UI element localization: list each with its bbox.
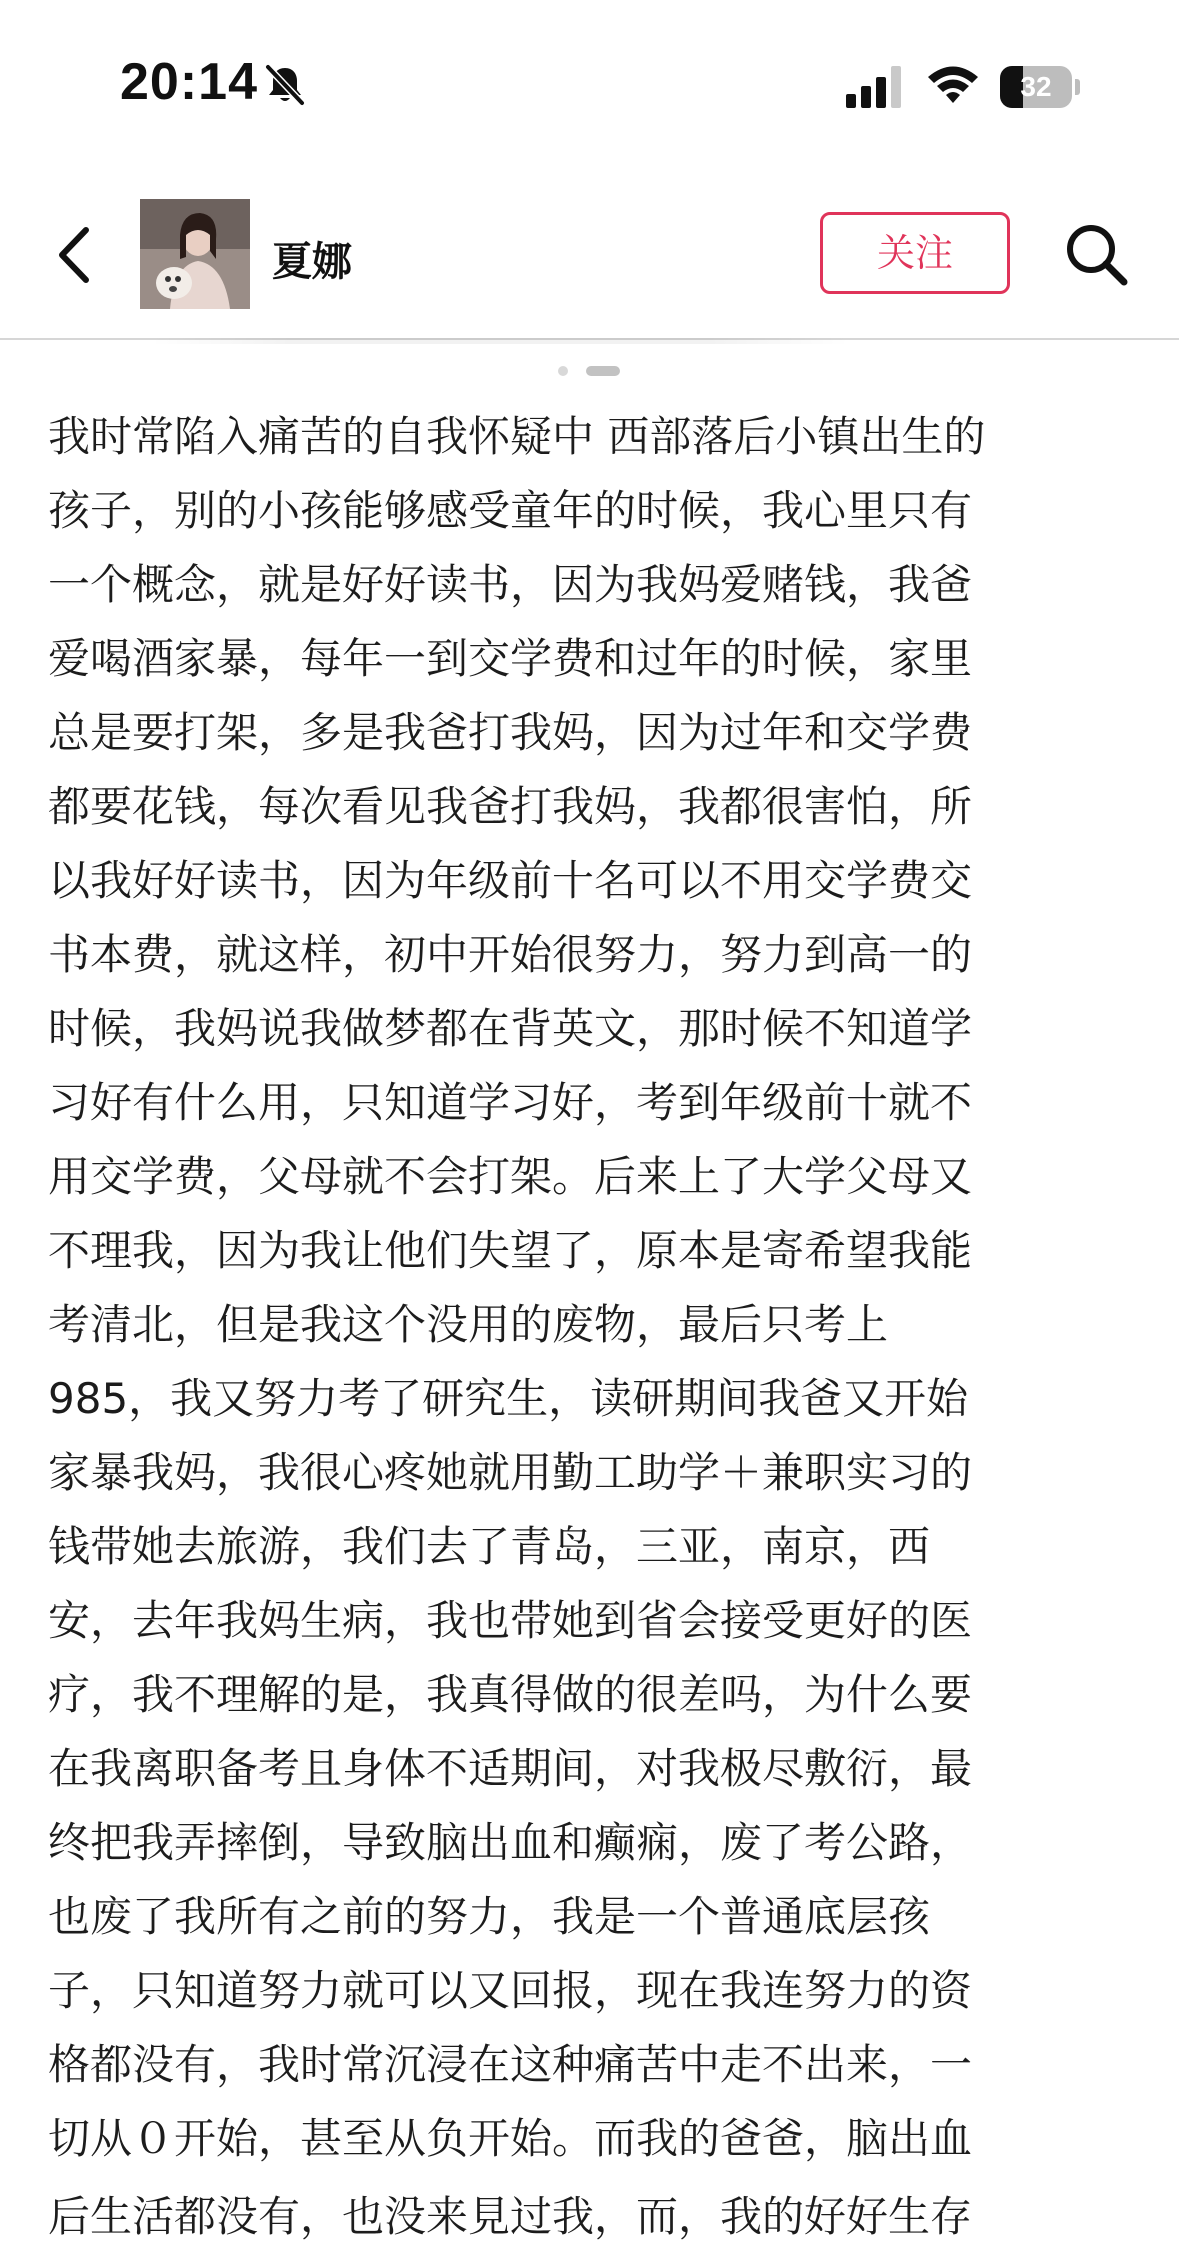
text-line: 考清北，但是我这个没用的废物，最后只考上 bbox=[48, 1300, 889, 1349]
text-line: 家暴我妈，我很心疼她就用勤工助学＋兼职实习的 bbox=[48, 1448, 973, 1497]
post-body-cut-line bbox=[48, 2180, 1138, 2241]
text-line: 子，只知道努力就可以又回报，现在我连努力的资 bbox=[48, 1966, 973, 2015]
text-line: 安，去年我妈生病，我也带她到省会接受更好的医 bbox=[48, 1596, 973, 1645]
text-line: 一个概念，就是好好读书，因为我妈爱赌钱，我爸 bbox=[48, 560, 973, 609]
text-line: 在我离职备考且身体不适期间，对我极尽敷衍，最 bbox=[48, 1744, 973, 1793]
text-line: 疗，我不理解的是，我真得做的很差吗，为什么要 bbox=[48, 1670, 973, 1719]
text-line: 也废了我所有之前的努力，我是一个普通底层孩 bbox=[48, 1892, 931, 1941]
text-line: 格都没有，我时常沉浸在这种痛苦中走不出来，一 bbox=[48, 2040, 973, 2089]
signal-icon bbox=[846, 66, 902, 108]
status-bar bbox=[0, 0, 1179, 170]
text-line: 985，我又努力考了研究生，读研期间我爸又开始 bbox=[48, 1374, 969, 1423]
carousel-dot[interactable] bbox=[558, 366, 568, 376]
text-line: 时候，我妈说我做梦都在背英文，那时候不知道学 bbox=[48, 1004, 973, 1053]
nav-header bbox=[0, 170, 1179, 340]
text-line: 终把我弄摔倒，导致脑出血和癫痫，废了考公路， bbox=[48, 1818, 973, 1867]
text-line: 不理我，因为我让他们失望了，原本是寄希望我能 bbox=[48, 1226, 973, 1275]
text-line: 切从０开始，甚至从负开始。而我的爸爸，脑出血 bbox=[48, 2114, 973, 2163]
avatar[interactable] bbox=[140, 199, 250, 309]
battery-level: 32 bbox=[1020, 71, 1052, 102]
text-line: 习好有什么用，只知道学习好，考到年级前十就不 bbox=[48, 1078, 973, 1127]
text-line: 书本费，就这样，初中开始很努力，努力到高一的 bbox=[48, 930, 973, 979]
bell-off-icon bbox=[262, 62, 308, 108]
text-line: 用交学费，父母就不会打架。后来上了大学父母又 bbox=[48, 1152, 973, 1201]
text-line: 以我好好读书，因为年级前十名可以不用交学费交 bbox=[48, 856, 973, 905]
follow-button[interactable]: 关注 bbox=[820, 212, 1010, 294]
text-line-partial: 后生活都没有，也没来見过我，而，我的好好生存 bbox=[48, 2192, 973, 2241]
text-line: 我时常陷入痛苦的自我怀疑中 西部落后小镇出生的 bbox=[48, 412, 986, 461]
text-line: 都要花钱，每次看见我爸打我妈，我都很害怕，所 bbox=[48, 782, 973, 831]
battery-icon bbox=[1000, 66, 1080, 108]
post-body bbox=[48, 400, 1138, 2176]
text-line: 孩子，别的小孩能够感受童年的时候，我心里只有 bbox=[48, 486, 973, 535]
text-line: 爱喝酒家暴，每年一到交学费和过年的时候，家里 bbox=[48, 634, 973, 683]
chevron-left-icon[interactable] bbox=[48, 220, 104, 290]
carousel-dot-active[interactable] bbox=[586, 366, 620, 376]
image-edge-remnant bbox=[150, 338, 850, 344]
status-time: 20:14 bbox=[120, 53, 258, 111]
username[interactable]: 夏娜 bbox=[272, 239, 352, 285]
text-line: 总是要打架，多是我爸打我妈，因为过年和交学费 bbox=[48, 708, 973, 757]
search-icon[interactable] bbox=[1062, 220, 1132, 290]
wifi-icon bbox=[925, 62, 981, 108]
text-line: 钱带她去旅游，我们去了青岛，三亚，南京，西 bbox=[48, 1522, 931, 1571]
